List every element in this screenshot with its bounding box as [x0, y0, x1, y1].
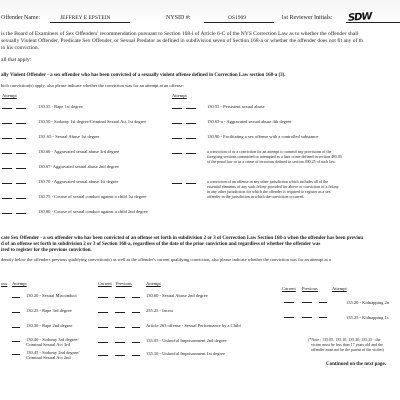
offense-label: 130.53 - Persistent sexual abuse — [207, 104, 265, 109]
other-jurisdiction-text-2: essential elements of any such felony provided for above or conviction of a felony — [207, 184, 339, 189]
offender-name-underline — [50, 22, 130, 23]
previous-checkbox[interactable] — [302, 298, 312, 303]
offense-label: 130.67- Aggravated sexual abuse 2nd degree — [38, 164, 119, 169]
attempt-checkbox[interactable] — [12, 337, 20, 342]
attempt-checkbox[interactable] — [132, 293, 140, 298]
offense-checkbox[interactable] — [172, 179, 182, 184]
current-checkbox[interactable] — [98, 308, 108, 313]
offense-checkbox[interactable] — [2, 134, 12, 139]
previous-checkbox[interactable] — [115, 323, 125, 328]
offense-label: 130.50 - Sodomy 1st degree/Criminal Sexual Act 1st degree — [38, 119, 147, 124]
attempt-checkbox[interactable] — [319, 298, 327, 303]
nysid-value: OS1909 — [228, 15, 247, 21]
offense-label: Article 263 offense - Sexual Performance by a Child — [146, 323, 241, 328]
other-jurisdiction-text-4: offender in the jurisdiction in which the conviction occurred. — [207, 194, 305, 199]
previous-column-label-mid: Previous — [116, 281, 132, 286]
offense-checkbox[interactable] — [2, 104, 12, 109]
victim-age-note-2: victim must be less than 17 years old and the — [311, 342, 383, 347]
predicate-offender-instruction: dentify below the offenders previous qualifying conviction(s) as well as the offender's current qualifying conviction, also please indicate whether the conviction was for an attempt at a — [1, 257, 331, 262]
continued-next-page: Continued on the next page. — [326, 362, 386, 367]
offense-checkbox[interactable] — [172, 149, 182, 154]
reviewer-initials-label: 1st Reviewer Initials: — [281, 15, 333, 21]
attempt-checkbox[interactable] — [16, 209, 26, 214]
offense-label: 130.65-a - Aggravated sexual abuse 4th degree — [207, 119, 292, 124]
attempt-checkbox[interactable] — [186, 104, 196, 109]
offense-checkbox[interactable] — [2, 194, 12, 199]
offense-label: 135.10 - Unlawful Imprisonment 1st degree — [146, 351, 225, 356]
offense-checkbox[interactable] — [2, 119, 12, 124]
offense-label: 130.35 - Rape 1st degree — [38, 104, 83, 109]
intro-line-2: sexually Violent Offender, Predicate Sex Offender, or Sexual Predator as defined in subdivision seven of Section 168-a or whether the offender does not fit any of th — [1, 38, 364, 44]
victim-age-note-1: (*Note : 135.05, 135.10, 135.20, 135.25 - the — [308, 337, 381, 342]
attempt-checkbox[interactable] — [16, 119, 26, 124]
attempt-checkbox[interactable] — [132, 351, 140, 356]
other-jurisdiction-text-3: in any other jurisdiction for which the offender is required to register as a sex — [207, 189, 331, 194]
current-checkbox[interactable] — [284, 298, 294, 303]
offense-label: 130. 65 - Sexual Abuse 1st degree — [38, 134, 100, 139]
offense-label: 130.20 - Sexual Misconduct — [26, 293, 77, 298]
reviewer-initials-signature: SDW — [347, 11, 372, 24]
attempt-checkbox[interactable] — [16, 134, 26, 139]
hate-crime-text-1: a conviction of or a conviction for an attempt to commit any provisions of the — [207, 149, 332, 154]
attempt-column-label-left: Attempt — [2, 93, 17, 98]
offense-label: 255.25 - Incest — [146, 308, 173, 313]
offense-label: 130.30 - Rape 2nd degree — [26, 323, 73, 328]
attempt-checkbox[interactable] — [12, 350, 20, 355]
offense-label-cont: Criminal Sexual Act 2nd — [26, 355, 71, 360]
offender-name-value: JEFFREY E EPSTEIN — [60, 15, 111, 21]
attempt-column-label-left: Attempt — [12, 281, 27, 286]
current-checkbox[interactable] — [98, 338, 108, 343]
other-jurisdiction-text-1: a conviction of an offense in any other jurisdiction which includes all of the — [207, 179, 329, 184]
attempt-checkbox[interactable] — [132, 308, 140, 313]
offense-label: 130.45 - Sodomy 2nd degree/ — [26, 350, 80, 355]
offense-label: 130.66 - Aggravated sexual abuse 3rd degree — [38, 149, 120, 154]
attempt-checkbox[interactable] — [186, 179, 196, 184]
attempt-checkbox[interactable] — [319, 313, 327, 318]
attempt-column-label-right: Attempt — [332, 286, 347, 291]
victim-age-note-3: offender must not be the parent of the victim) — [311, 347, 384, 352]
attempt-checkbox[interactable] — [132, 323, 140, 328]
attempt-column-label-right: Attempt — [172, 93, 187, 98]
offense-label-cont: Criminal Sexual Act 3rd — [26, 342, 70, 347]
intro-line-1: is the Board of Examiners of Sex Offenders' recommendation pursuant to Section 168-l of Article 6-C of the NYS Correction Law as to whether the offender shall — [1, 31, 359, 37]
attempt-column-label-mid: Attempt — [146, 281, 161, 286]
hate-crime-text-3: of the penal law or as a crime of terrorism defined in section 490.25 of such law. — [207, 159, 336, 164]
intro-line-3: to his conviction. — [1, 45, 40, 51]
offense-label: 130.60 - Sexual Abuse 2nd degree — [146, 293, 208, 298]
attempt-checkbox[interactable] — [186, 119, 196, 124]
attempt-checkbox[interactable] — [16, 149, 26, 154]
check-all-instruction: all that apply: — [1, 57, 32, 63]
violent-offender-instruction: hich conviction(s) apply, also please indicate whether the conviction was for an attempt at an offense: — [1, 83, 184, 88]
attempt-checkbox[interactable] — [132, 338, 140, 343]
attempt-checkbox[interactable] — [12, 293, 20, 298]
reviewer-initials-underline — [346, 22, 400, 23]
current-column-label-mid: Current — [98, 281, 112, 286]
attempt-checkbox[interactable] — [16, 179, 26, 184]
previous-checkbox[interactable] — [115, 308, 125, 313]
hate-crime-text-2: foregoing sections committed or attempted as a hate crime defined in section 485.05 — [207, 154, 342, 159]
nysid-label: NYSID #: — [166, 15, 191, 21]
attempt-checkbox[interactable] — [186, 149, 196, 154]
offense-label: 130.70 - Aggravated sexual abuse 1st degree — [38, 179, 119, 184]
nysid-underline — [204, 22, 274, 23]
offense-label: 130.80 - Course of sexual conduct against a child 2nd degree — [38, 209, 148, 214]
current-checkbox[interactable] — [284, 313, 294, 318]
offense-checkbox[interactable] — [2, 164, 12, 169]
offense-checkbox[interactable] — [172, 104, 182, 109]
offense-checkbox[interactable] — [172, 134, 182, 139]
offense-label: 130.25 - Rape 3rd degree — [26, 308, 72, 313]
previous-column-label-left: ous — [1, 281, 8, 286]
attempt-checkbox[interactable] — [16, 164, 26, 169]
current-checkbox[interactable] — [98, 293, 108, 298]
attempt-checkbox[interactable] — [186, 134, 196, 139]
offender-name-label: Offender Name: — [1, 15, 41, 21]
current-column-label-right: Current — [282, 286, 296, 291]
attempt-checkbox[interactable] — [12, 323, 20, 328]
previous-column-label-right: Previous — [302, 286, 318, 291]
previous-checkbox[interactable] — [115, 338, 125, 343]
offense-label: 135.20 - Kidnapping 2n — [346, 300, 389, 305]
offense-checkbox[interactable] — [2, 149, 12, 154]
offense-label: 135.05 - Unlawful Imprisonment 2nd degree — [146, 338, 227, 343]
predicate-offender-heading-1: cate Sex Offender - a sex offender who has been convicted of an offense set forth in subdivision 2 or 3 of Correction Law Section 168-a when the offender has been previou — [1, 236, 364, 241]
previous-checkbox[interactable] — [115, 351, 125, 356]
previous-checkbox[interactable] — [302, 313, 312, 318]
current-checkbox[interactable] — [98, 351, 108, 356]
offense-checkbox[interactable] — [172, 119, 182, 124]
predicate-offender-heading-2: d of an offense set forth in subdivision 2 or 3 of Section 168-a, regardless of the date of the prior conviction and regardless of whether the offender was — [1, 242, 321, 247]
predicate-offender-heading-3: ired to register for the previous conviction. — [1, 248, 92, 253]
offense-checkbox[interactable] — [2, 209, 12, 214]
offense-label: 130.90 - Facilitating a sex offense with a controlled substance — [207, 134, 319, 139]
offense-label: 135.25 - Kidnapping 1s — [346, 315, 389, 320]
attempt-checkbox[interactable] — [12, 308, 20, 313]
violent-offender-heading: ally Violent Offender - a sex offender who has been convicted of a sexually violent offense defined in Correction Law section 168-a (3). — [1, 73, 286, 78]
offense-checkbox[interactable] — [2, 179, 12, 184]
offense-label: 130.40 - Sodomy 3rd degree/ — [26, 337, 79, 342]
attempt-checkbox[interactable] — [16, 194, 26, 199]
attempt-checkbox[interactable] — [16, 104, 26, 109]
offense-label: 130.75 - Course of sexual conduct against a child 1st degree — [38, 194, 147, 199]
previous-checkbox[interactable] — [115, 293, 125, 298]
current-checkbox[interactable] — [98, 323, 108, 328]
